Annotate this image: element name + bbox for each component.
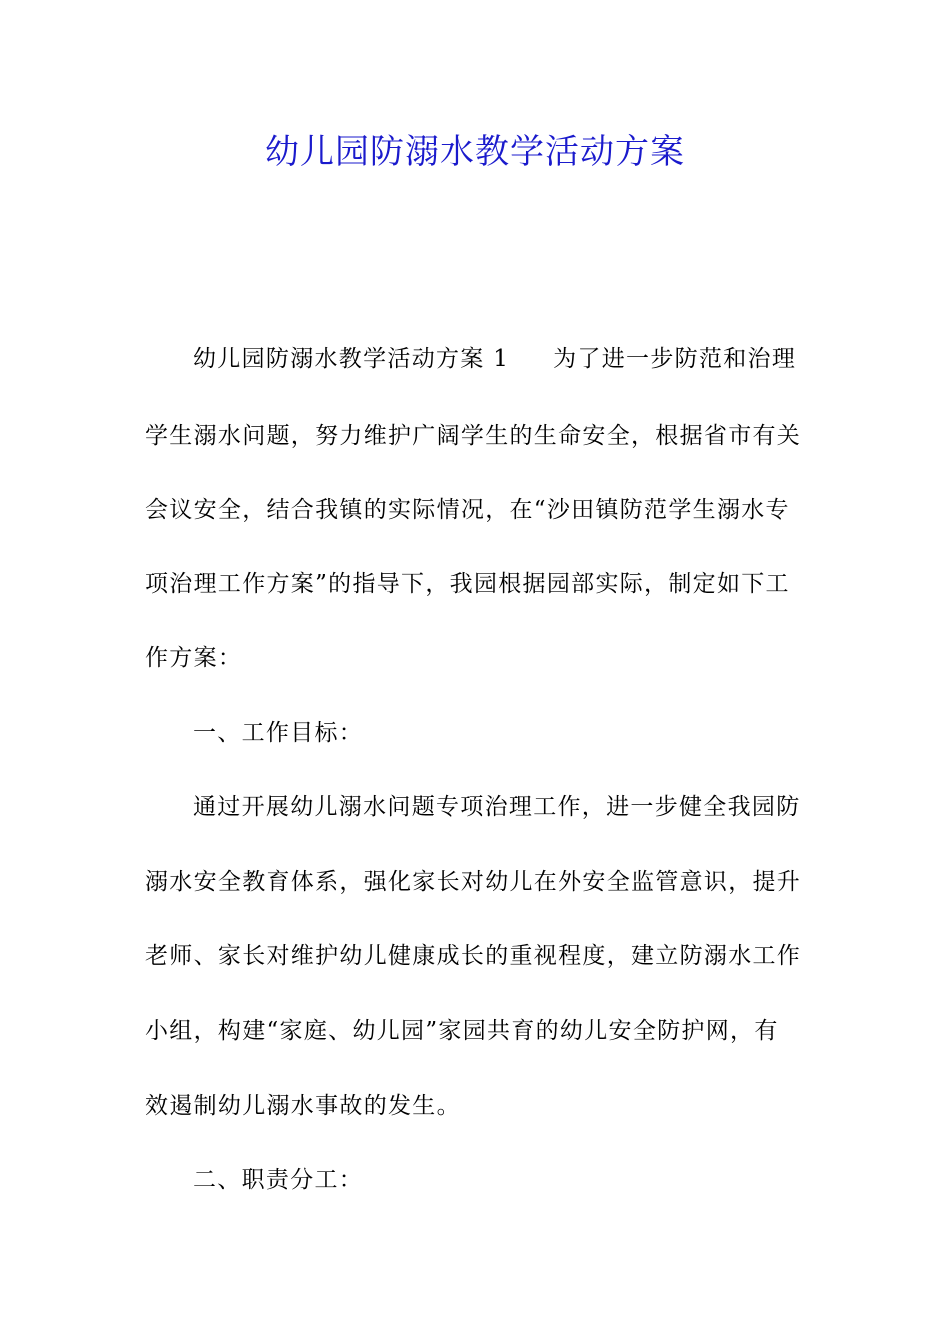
section-heading-inline: 幼儿园防溺水教学活动方案 1 — [193, 346, 510, 372]
paragraph-line: 会议安全，结合我镇的实际情况，在“沙田镇防范学生溺水专 — [145, 497, 790, 523]
paragraph-line: 学生溺水问题，努力维护广阔学生的生命安全，根据省市有关 — [145, 423, 802, 449]
paragraph-line: 溺水安全教育体系，强化家长对幼儿在外安全监管意识，提升 — [145, 869, 802, 895]
paragraph-line: 项治理工作方案”的指导下，我园根据园部实际，制定如下工 — [145, 571, 790, 597]
paragraph-line: 作方案： — [145, 645, 243, 671]
section-heading: 一、工作目标： — [193, 720, 364, 746]
document-title: 幼儿园防溺水教学活动方案 — [265, 132, 685, 172]
paragraph-line — [193, 339, 873, 379]
paragraph-line-text: 为了进一步防范和治理 — [553, 346, 797, 372]
paragraph-line: 通过开展幼儿溺水问题专项治理工作，进一步健全我园防 — [193, 794, 801, 820]
paragraph-line: 老师、家长对维护幼儿健康成长的重视程度，建立防溺水工作 — [145, 943, 802, 969]
section-heading: 二、职责分工： — [193, 1167, 364, 1193]
paragraph-line: 效遏制幼儿溺水事故的发生。 — [145, 1093, 461, 1119]
paragraph-line: 小组，构建“家庭、幼儿园”家园共育的幼儿安全防护网，有 — [145, 1018, 779, 1044]
